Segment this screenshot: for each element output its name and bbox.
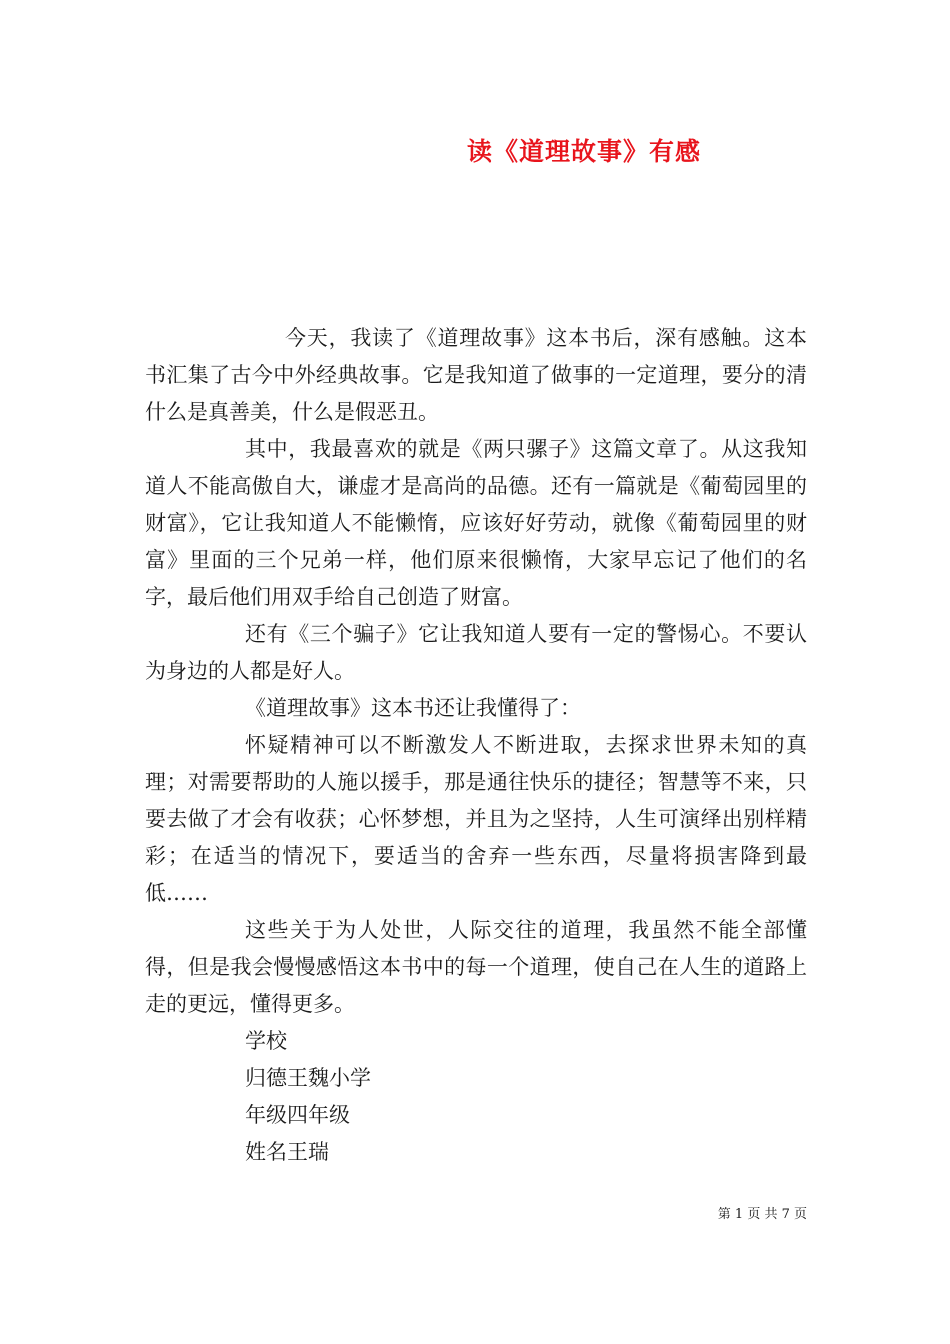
signature-school-label: 学校 [245,1029,287,1053]
paragraph-lessons-intro: 《道理故事》这本书还让我懂得了： [245,696,581,720]
paragraph-three-liars: 还有《三个骗子》它让我知道人要有一定的警惕心。不要认为身边的人都是好人。 [145,622,807,683]
document-title: 读《道理故事》有感 [466,137,701,166]
paragraph-conclusion: 这些关于为人处世，人际交往的道理，我虽然不能全部懂得，但是我会慢慢感悟这本书中的每一个道理，使自己在人生的道路上走的更远，懂得更多。 [145,918,807,1016]
page-number-footer: 第 1 页 共 7 页 [717,1207,807,1222]
signature-grade: 年级四年级 [245,1103,350,1127]
paragraph-intro: 今天，我读了《道理故事》这本书后，深有感触。这本书汇集了古今中外经典故事。它是我知道了做事的一定道理，要分的清什么是真善美，什么是假恶丑。 [145,326,807,424]
paragraph-lessons: 怀疑精神可以不断激发人不断进取，去探求世界未知的真理；对需要帮助的人施以援手，那是通往快乐的捷径；智慧等不来，只要去做了才会有收获；心怀梦想，并且为之坚持，人生可演绎出别样精彩；在适当的情况下，要适当的舍弃一些东西，尽量将损害降到最低…… [145,733,807,905]
document-body [145,320,807,1171]
signature-school-name: 归德王魏小学 [245,1066,371,1090]
paragraph-favorite-stories: 其中，我最喜欢的就是《两只骡子》这篇文章了。从这我知道人不能高傲自大，谦虚才是高尚的品德。还有一篇就是《葡萄园里的财富》，它让我知道人不能懒惰，应该好好劳动，就像《葡萄园里的财富》里面的三个兄弟一样，他们原来很懒惰，大家早忘记了他们的名字，最后他们用双手给自己创造了财富。 [145,437,807,609]
signature-name: 姓名王瑞 [245,1140,329,1164]
